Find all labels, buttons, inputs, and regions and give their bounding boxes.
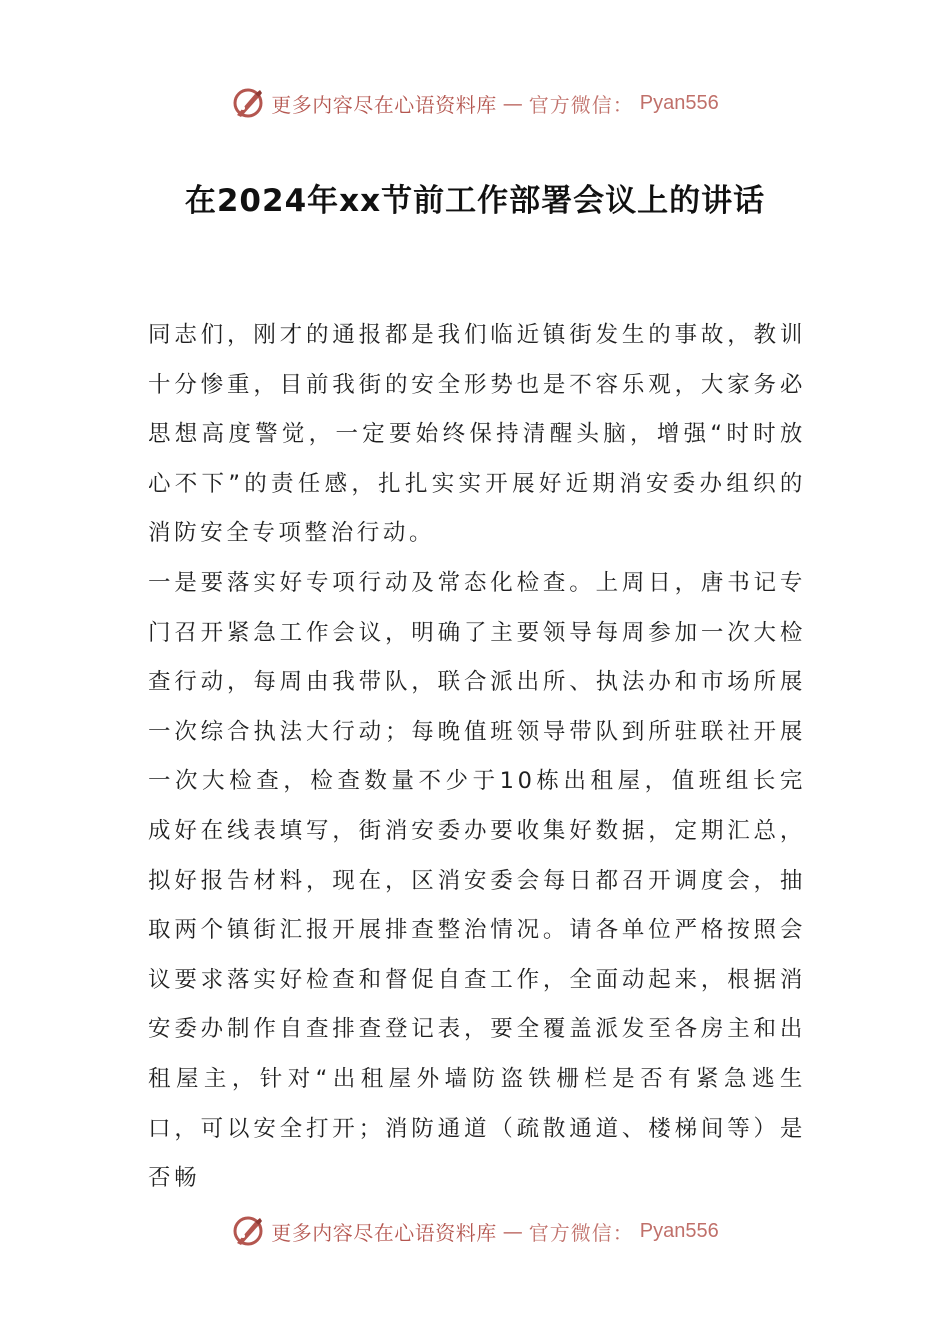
header-watermark-banner — [0, 83, 950, 123]
footer-brand-text: 更多内容尽在心语资料库 — [271, 1220, 497, 1245]
header-brand-text: 更多内容尽在心语资料库 — [271, 92, 497, 117]
paragraph-1: 同志们，刚才的通报都是我们临近镇街发生的事故，教训十分惨重，目前我街的安全形势也是不容乐观，大家务必思想高度警觉，一定要始终保持清醒头脑，增强“时时放心不下”的责任感，扎扎实实开展好近期消安委办组织的消防安全专项整治行动。 — [148, 322, 806, 547]
header-official-label: 官方微信： — [528, 92, 634, 117]
footer-wechat-id: Pyan556 — [639, 1219, 719, 1242]
footer-watermark-banner — [0, 1211, 950, 1251]
pen-logo-icon — [231, 86, 265, 120]
pen-logo-icon — [231, 1214, 265, 1248]
document-body — [148, 311, 806, 1204]
document-title: 在2024年xx节前工作部署会议上的讲话 — [184, 183, 766, 219]
footer-official-label: 官方微信： — [528, 1220, 634, 1245]
paragraph-2: 一是要落实好专项行动及常态化检查。上周日，唐书记专门召开紧急工作会议，明确了主要领导每周参加一次大检查行动，每周由我带队，联合派出所、执法办和市场所展一次综合执法大行动；每晚值班领导带队到所驻联社开展一次大检查，检查数量不少于10栋出租屋，值班组长完成好在线表填写，街消安委办要收集好数据，定期汇总，拟好报告材料，现在，区消安委会每日都召开调度会，抽取两个镇街汇报开展排查整治情况。请各单位严格按照会议要求落实好检查和督促自查工作，全面动起来，根据消安委办制作自查排查登记表，要全覆盖派发至各房主和出租屋主，针对“出租屋外墙防盗铁栅栏是否有紧急逃生口，可以安全打开；消防通道（疏散通道、楼梯间等）是否畅 — [148, 569, 806, 1192]
header-separator: — — [502, 91, 523, 115]
footer-separator: — — [502, 1219, 523, 1243]
header-wechat-id: Pyan556 — [639, 91, 719, 114]
